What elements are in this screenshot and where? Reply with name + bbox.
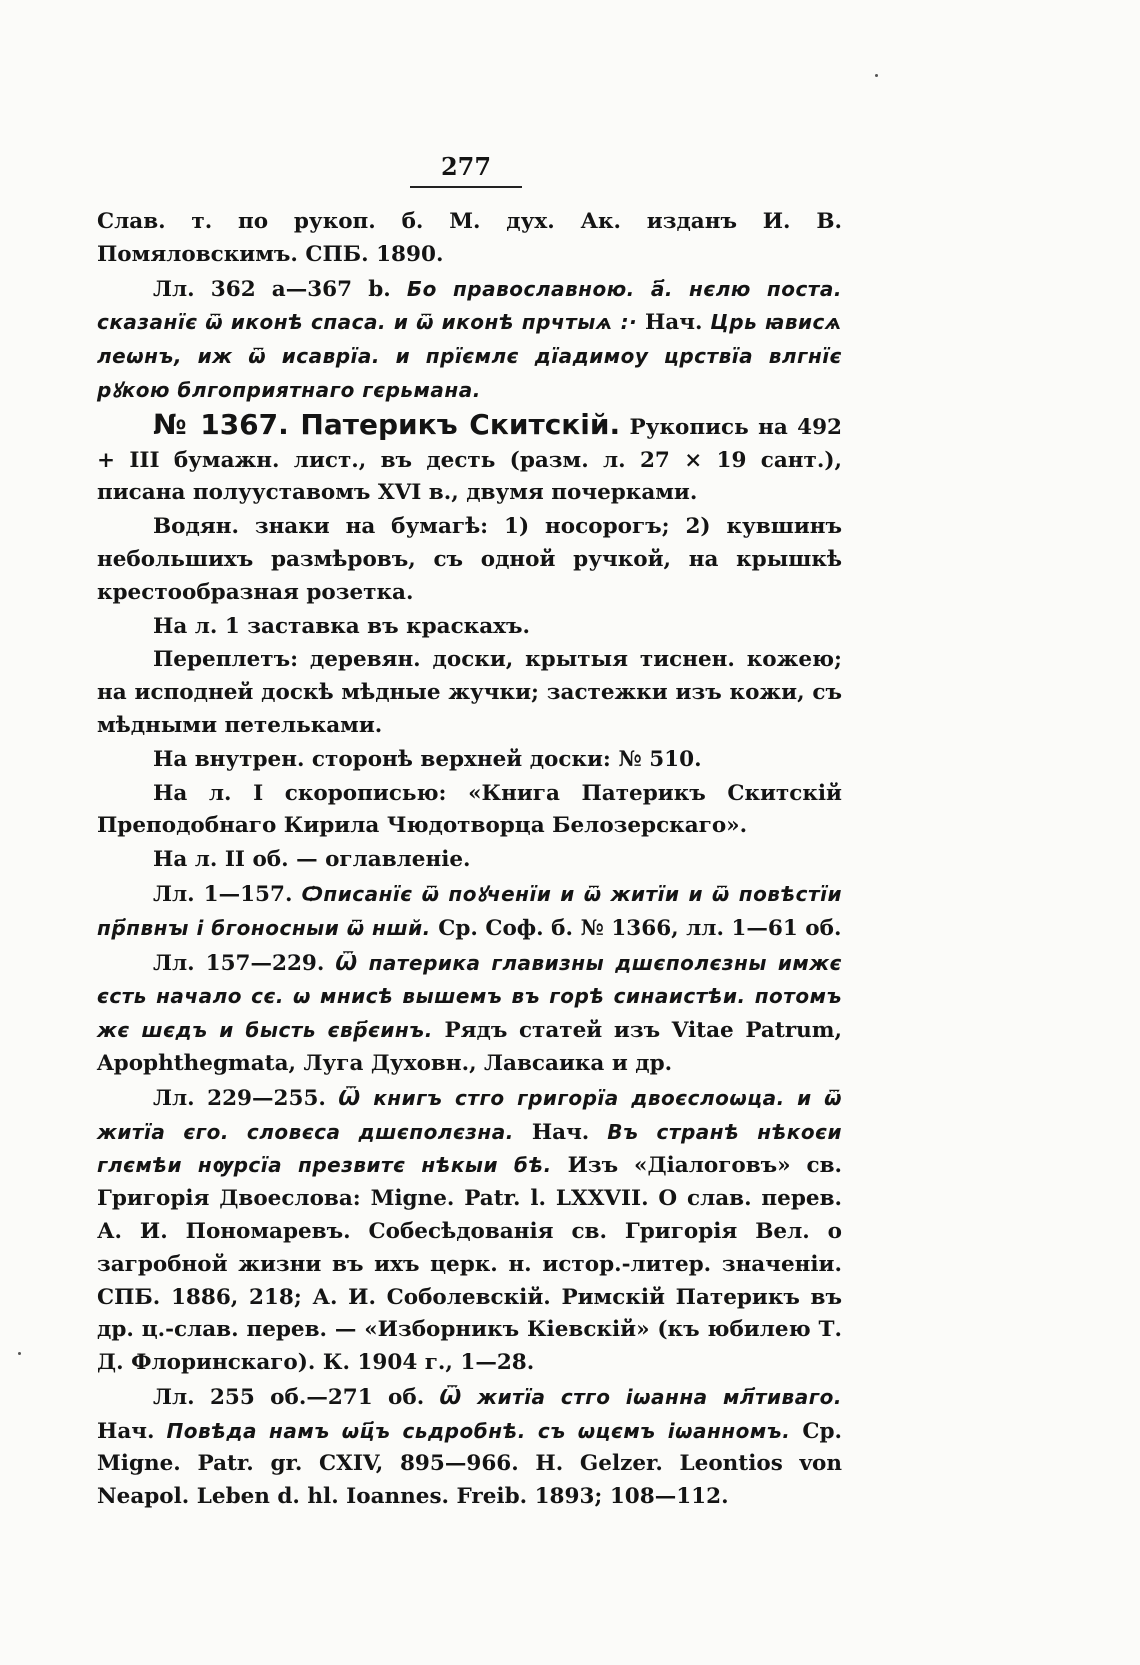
paragraph-p9 <box>97 844 842 877</box>
church-slavonic-quote: Ѿ житїа стго іѡанна мл҃тиваго. <box>439 1384 842 1409</box>
text-run: Лл. 1—157. <box>153 881 302 907</box>
paragraph-p5 <box>97 611 842 644</box>
text-run: Изъ «Діалоговъ» св. Григорія Двоеслова: Migne. Patr. l. LXXVII. О слав. перев. А. И. Пономаревъ. Собесѣдованія св. Григорія Вел. о загробной жизни въ ихъ церк. н. истор.-литер. значеніи. СПБ. 1886, 218; А. И. Соболевскій. Римскій Патерикъ въ др. ц.-слав. перев. — «Изборникъ Кіевскій» (къ юбилею Т. Д. Флоринскаго). К. 1904 г., 1—28. <box>97 1153 842 1376</box>
text-run: Водян. знаки на бумагѣ: 1) носорогъ; 2) кувшинъ небольшихъ размѣровъ, съ одной ручкой, на крышкѣ крестообразная розетка. <box>97 514 842 605</box>
paragraph-p8 <box>97 778 842 844</box>
text-run: На л. I скорописью: «Книга Патерикъ Скитскій Преподобнаго Кирила Чюдотворца Белозерскаго». <box>97 780 842 839</box>
text-run: Слав. т. по рукоп. б. М. дух. Ак. изданъ И. В. Помяловскимъ. СПБ. 1890. <box>97 209 842 267</box>
text-run: На л. 1 заставка въ краскахъ. <box>153 613 530 639</box>
paragraph-p12 <box>97 1082 842 1380</box>
text-run: Лл. 255 об.—271 об. <box>153 1384 440 1410</box>
text-run: Нач. <box>644 310 711 336</box>
text-run: Лл. 229—255. <box>153 1085 339 1111</box>
church-slavonic-quote: Повѣда намъ ѡц҃ъ сьдробнѣ. съ ѡцємъ іѡанномъ. <box>166 1418 791 1443</box>
text-run: Рядъ статей изъ Vitae Patrum, Apophthegmata, Луга Духовн., Лавсаика и др. <box>97 1018 842 1076</box>
church-slavonic-quote: Ѿ патерика главизны дшєполєзны имжє єсть начало сє. ѡ мнисѣ вышемъ въ горѣ синаистѣи. потомъ жє шєдъ и бысть євр҃єинъ. <box>97 950 842 1043</box>
text-run: Нач. <box>513 1119 608 1145</box>
text-run: Переплетъ: деревян. доски, крытыя тиснен. кожею; на исподней доскѣ мѣдные жучки; застежки изъ кожи, съ мѣдными петельками. <box>97 647 842 738</box>
header-rule <box>410 186 522 188</box>
church-slavonic-quote: Црь ꙗвисѧ леѡнъ, иж ѿ исаврїа. и прїємлє дїадимоу црствїа влгнїє рꙋкою блгоприятнаго гєрьмана. <box>97 310 842 402</box>
paragraph-p7 <box>97 744 842 777</box>
text-run: На л. II об. — оглавленіе. <box>153 847 471 873</box>
paragraph-p1 <box>97 206 842 272</box>
text-run: Рукопись на 492 + III бумажн. лист., въ десть (разм. л. 27 × 19 сант.), писана полууставомъ XVI в., двумя почерками. <box>97 414 843 506</box>
church-slavonic-quote: Ѻписанїє ѿ поꙋченїи и ѿ житїи и ѿ повѣстїи пр҃пвнꙑ і бгоносныи ѿ ншй. <box>97 881 842 940</box>
page-number: 277 <box>440 152 492 181</box>
text-run: Ср. Соф. б. № 1366, лл. 1—61 об. <box>430 915 842 941</box>
church-slavonic-quote: Въ странѣ нѣкоєи глємѣи нѹрсїа презвитє нѣкыи бѣ. <box>97 1119 842 1178</box>
paragraph-p3 <box>97 409 842 510</box>
church-slavonic-quote: Ѿ книгъ стго григорїа двоєслоѡца. и ѿ житїа єго. словєса дшєполєзна. <box>97 1085 842 1144</box>
text-run: Нач. <box>97 1418 167 1444</box>
paragraph-p11 <box>97 947 842 1081</box>
text-run: Лл. 362 а—367 b. <box>153 276 407 302</box>
text-run: На внутрен. сторонѣ верхней доски: № 510. <box>153 746 702 772</box>
text-run: Лл. 157—229. <box>153 950 336 976</box>
paragraph-p10 <box>97 878 842 946</box>
catalog-text <box>97 206 842 1515</box>
entry-heading: № 1367. Патерикъ Скитскій. <box>153 407 621 441</box>
paragraph-p4 <box>97 511 842 609</box>
scan-speck <box>18 1352 21 1355</box>
text-run: Ср. Migne. Patr. gr. CXIV, 895—966. H. Gelzer. Leontios von Neapol. Leben d. hl. Ioannes. Freib. 1893; 108—112. <box>97 1418 842 1510</box>
paragraph-p2 <box>97 273 842 408</box>
paragraph-p6 <box>97 644 842 742</box>
paragraph-p13 <box>97 1381 842 1514</box>
scan-speck <box>875 74 878 77</box>
church-slavonic-quote: Бо православною. а҃. нєлю поста. сказанїє ѿ иконѣ спаса. и ѿ иконѣ прчтыѧ :· <box>97 276 842 335</box>
